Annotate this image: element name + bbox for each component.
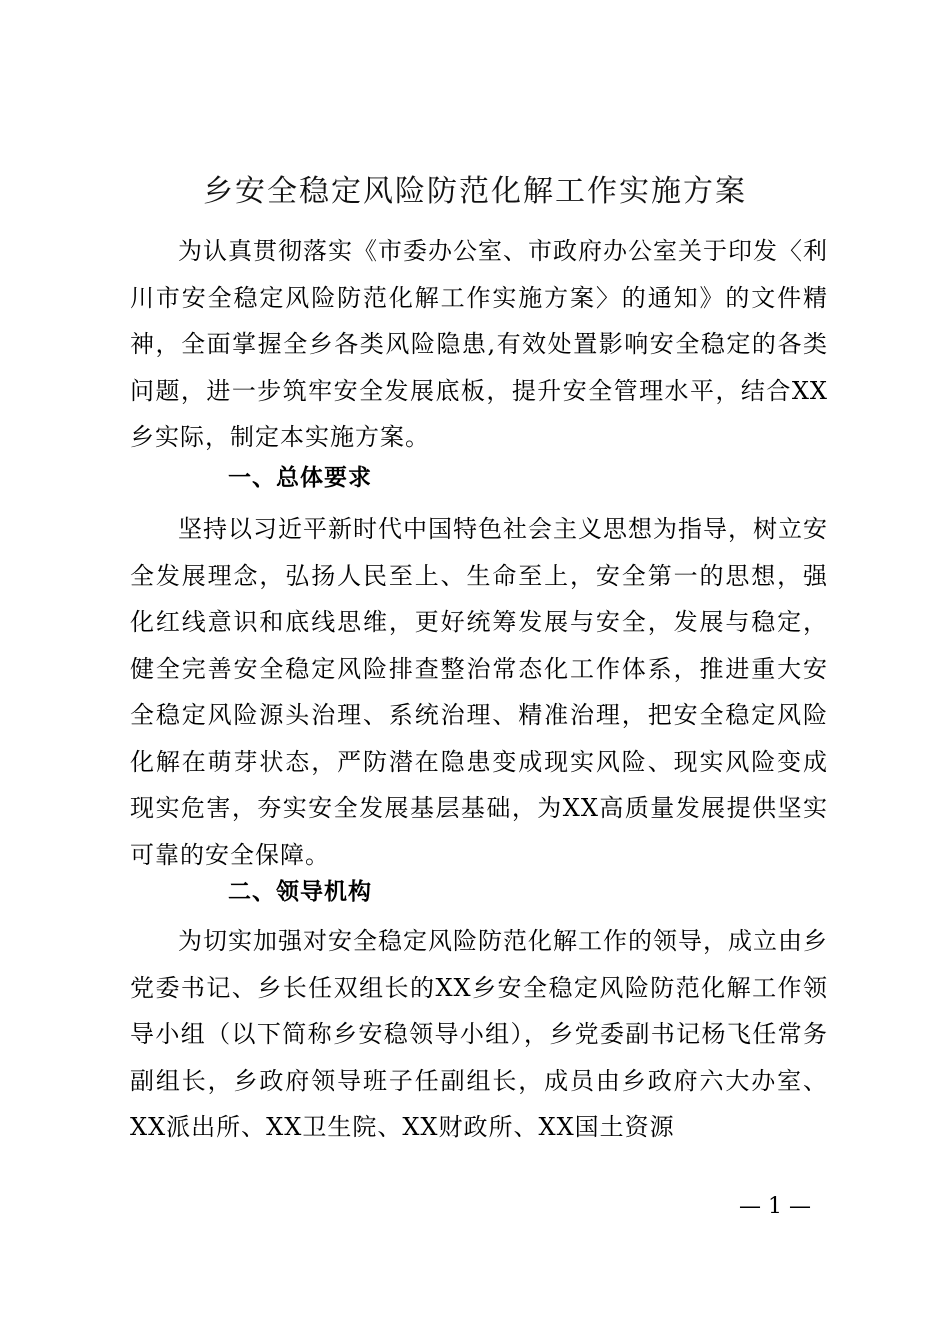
document-title: 乡安全稳定风险防范化解工作实施方案 <box>203 174 747 209</box>
section-heading-1: 一、总体要求 <box>228 465 372 491</box>
intro-paragraph <box>130 228 828 461</box>
intro-text: 为认真贯彻落实《市委办公室、市政府办公室关于印发〈利川市安全稳定风险防范化解工作实施方案〉的通知》的文件精神，全面掌握全乡各类风险隐患,有效处置影响安全稳定的各类问题，进一步筑牢安全发展底板，提升安全管理水平，结合XX乡实际，制定本实施方案。 <box>130 237 828 451</box>
section-heading-2: 二、领导机构 <box>228 879 372 905</box>
section-text-1: 坚持以习近平新时代中国特色社会主义思想为指导，树立安全发展理念，弘扬人民至上、生命至上，安全第一的思想，强化红线意识和底线思维，更好统筹发展与安全，发展与稳定，健全完善安全稳定风险排查整治常态化工作体系，推进重大安全稳定风险源头治理、系统治理、精准治理，把安全稳定风险化解在萌芽状态，严防潜在隐患变成现实风险、现实风险变成现实危害，夯实安全发展基层基础，为XX高质量发展提供坚实可靠的安全保障。 <box>130 515 828 869</box>
page-number: — 1 — <box>739 1194 811 1219</box>
section-body-2 <box>130 918 828 1151</box>
section-text-2: 为切实加强对安全稳定风险防范化解工作的领导，成立由乡党委书记、乡长任双组长的XX乡安全稳定风险防范化解工作领导小组（以下简称乡安稳领导小组），乡党委副书记杨飞任常务副组长，乡政府领导班子任副组长，成员由乡政府六大办室、XX派出所、XX卫生院、XX财政所、XX国土资源 <box>130 927 828 1141</box>
section-body-1 <box>130 506 828 878</box>
